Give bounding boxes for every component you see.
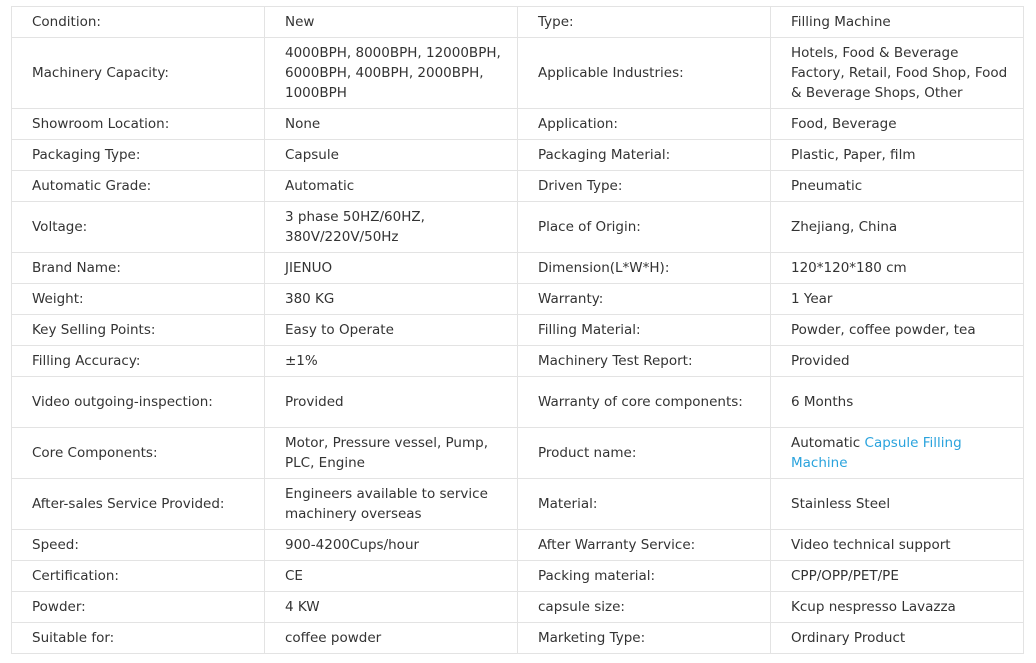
spec-label: Showroom Location: bbox=[12, 109, 265, 140]
spec-value: 3 phase 50HZ/60HZ, 380V/220V/50Hz bbox=[265, 202, 518, 253]
spec-row bbox=[12, 530, 1024, 561]
spec-label: Applicable Industries: bbox=[518, 38, 771, 109]
spec-value-text: Automatic bbox=[791, 435, 865, 451]
spec-label: Filling Material: bbox=[518, 315, 771, 346]
spec-label: Warranty of core components: bbox=[518, 377, 771, 428]
spec-label: Suitable for: bbox=[12, 623, 265, 654]
spec-value: Provided bbox=[771, 346, 1024, 377]
spec-value: Pneumatic bbox=[771, 171, 1024, 202]
spec-value: Kcup nespresso Lavazza bbox=[771, 592, 1024, 623]
spec-label: Video outgoing-inspection: bbox=[12, 377, 265, 428]
spec-label: Product name: bbox=[518, 428, 771, 479]
spec-row bbox=[12, 109, 1024, 140]
spec-label: Warranty: bbox=[518, 284, 771, 315]
spec-row bbox=[12, 38, 1024, 109]
spec-label: Voltage: bbox=[12, 202, 265, 253]
spec-row bbox=[12, 479, 1024, 530]
spec-value: Ordinary Product bbox=[771, 623, 1024, 654]
spec-label: Driven Type: bbox=[518, 171, 771, 202]
spec-value: Automatic bbox=[265, 171, 518, 202]
product-name-link[interactable]: Capsule Filling Machine bbox=[791, 435, 962, 471]
spec-row bbox=[12, 171, 1024, 202]
spec-label: Application: bbox=[518, 109, 771, 140]
spec-label: Dimension(L*W*H): bbox=[518, 253, 771, 284]
spec-value: Easy to Operate bbox=[265, 315, 518, 346]
spec-value: Motor, Pressure vessel, Pump, PLC, Engine bbox=[265, 428, 518, 479]
spec-row bbox=[12, 561, 1024, 592]
spec-row bbox=[12, 428, 1024, 479]
spec-label: Place of Origin: bbox=[518, 202, 771, 253]
spec-row bbox=[12, 253, 1024, 284]
product-specifications-table bbox=[11, 6, 1024, 654]
spec-label: After-sales Service Provided: bbox=[12, 479, 265, 530]
spec-row bbox=[12, 377, 1024, 428]
spec-row bbox=[12, 140, 1024, 171]
spec-value: 900-4200Cups/hour bbox=[265, 530, 518, 561]
spec-label: Packing material: bbox=[518, 561, 771, 592]
spec-row bbox=[12, 346, 1024, 377]
spec-value: Zhejiang, China bbox=[771, 202, 1024, 253]
spec-value bbox=[771, 428, 1024, 479]
spec-label: Automatic Grade: bbox=[12, 171, 265, 202]
spec-row bbox=[12, 623, 1024, 654]
spec-label: Material: bbox=[518, 479, 771, 530]
spec-row bbox=[12, 315, 1024, 346]
spec-value: Food, Beverage bbox=[771, 109, 1024, 140]
spec-label: Key Selling Points: bbox=[12, 315, 265, 346]
spec-value: ±1% bbox=[265, 346, 518, 377]
spec-value: Powder, coffee powder, tea bbox=[771, 315, 1024, 346]
spec-label: Machinery Test Report: bbox=[518, 346, 771, 377]
spec-row bbox=[12, 202, 1024, 253]
spec-value: coffee powder bbox=[265, 623, 518, 654]
spec-label: Packaging Material: bbox=[518, 140, 771, 171]
spec-value: Engineers available to service machinery overseas bbox=[265, 479, 518, 530]
spec-value: 6 Months bbox=[771, 377, 1024, 428]
spec-label: Brand Name: bbox=[12, 253, 265, 284]
spec-label: capsule size: bbox=[518, 592, 771, 623]
spec-label: Speed: bbox=[12, 530, 265, 561]
spec-value: None bbox=[265, 109, 518, 140]
spec-value: 4000BPH, 8000BPH, 12000BPH, 6000BPH, 400BPH, 2000BPH, 1000BPH bbox=[265, 38, 518, 109]
spec-value: Plastic, Paper, film bbox=[771, 140, 1024, 171]
spec-label: Type: bbox=[518, 7, 771, 38]
spec-label: Machinery Capacity: bbox=[12, 38, 265, 109]
spec-value: 1 Year bbox=[771, 284, 1024, 315]
spec-table-body bbox=[12, 7, 1024, 654]
spec-value: CE bbox=[265, 561, 518, 592]
spec-value: CPP/OPP/PET/PE bbox=[771, 561, 1024, 592]
spec-value: Capsule bbox=[265, 140, 518, 171]
spec-value: Hotels, Food & Beverage Factory, Retail, Food Shop, Food & Beverage Shops, Other bbox=[771, 38, 1024, 109]
spec-row bbox=[12, 284, 1024, 315]
spec-label: After Warranty Service: bbox=[518, 530, 771, 561]
spec-label: Filling Accuracy: bbox=[12, 346, 265, 377]
spec-value: Stainless Steel bbox=[771, 479, 1024, 530]
spec-value: Filling Machine bbox=[771, 7, 1024, 38]
spec-row bbox=[12, 592, 1024, 623]
spec-label: Marketing Type: bbox=[518, 623, 771, 654]
spec-row bbox=[12, 7, 1024, 38]
spec-value: Provided bbox=[265, 377, 518, 428]
spec-value: New bbox=[265, 7, 518, 38]
spec-label: Condition: bbox=[12, 7, 265, 38]
spec-value: JIENUO bbox=[265, 253, 518, 284]
spec-value: 380 KG bbox=[265, 284, 518, 315]
spec-label: Core Components: bbox=[12, 428, 265, 479]
spec-value: 120*120*180 cm bbox=[771, 253, 1024, 284]
spec-label: Packaging Type: bbox=[12, 140, 265, 171]
spec-label: Powder: bbox=[12, 592, 265, 623]
spec-label: Certification: bbox=[12, 561, 265, 592]
spec-value: Video technical support bbox=[771, 530, 1024, 561]
spec-label: Weight: bbox=[12, 284, 265, 315]
spec-value: 4 KW bbox=[265, 592, 518, 623]
